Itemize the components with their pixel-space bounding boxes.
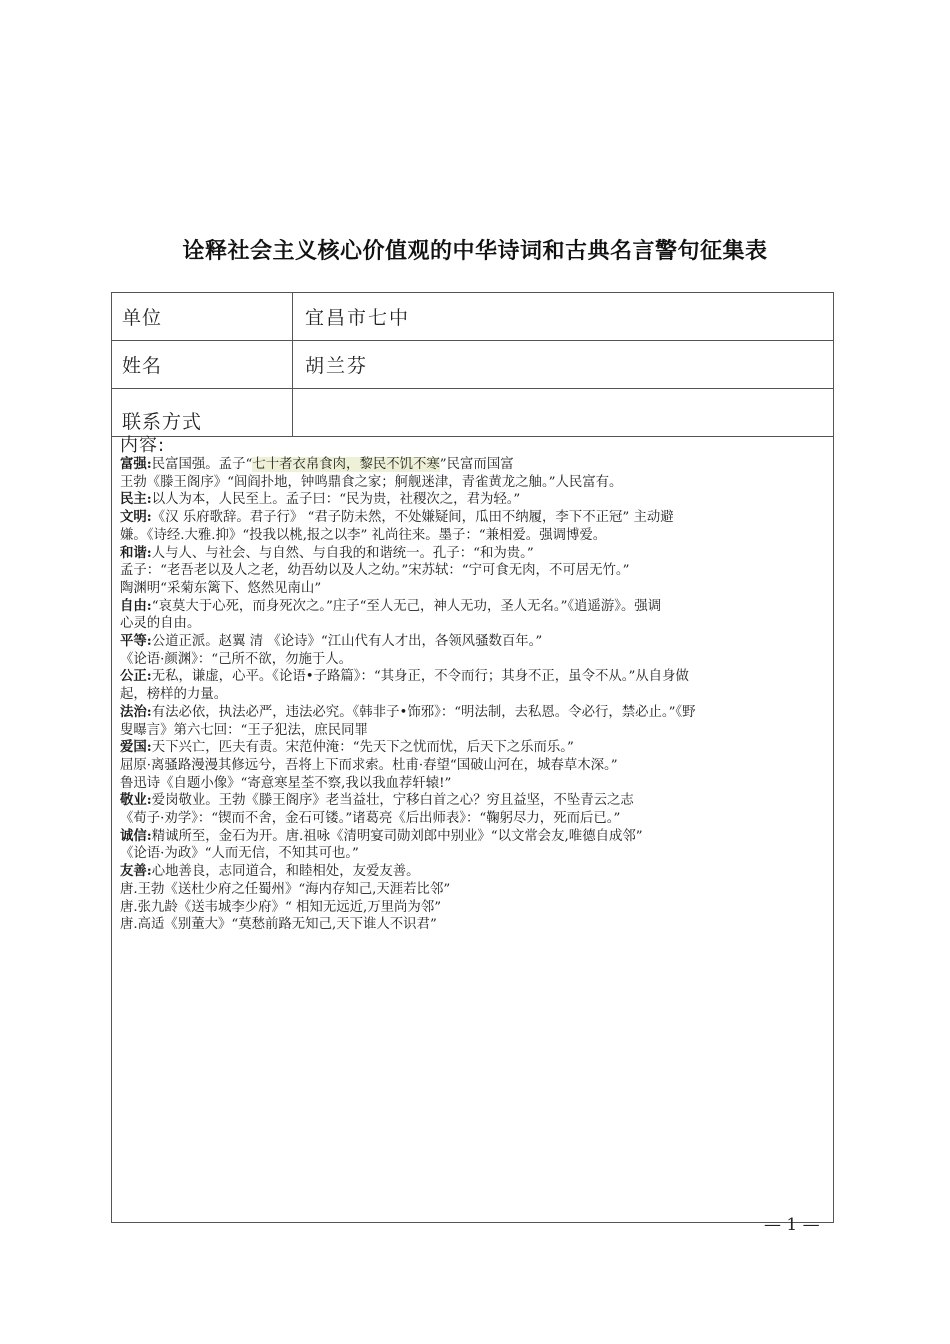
- line-text: 以人为本，人民至上。孟子曰：“民为贵，社稷次之，君为轻。”: [151, 492, 521, 508]
- unit-row: [112, 293, 833, 341]
- content-line: [120, 828, 825, 846]
- content-line: [120, 562, 825, 580]
- line-text: 人与人、与社会、与自然、与自我的和谐统一。孔子：“和为贵。”: [151, 545, 534, 561]
- content-line: [120, 615, 825, 633]
- content-line: [120, 633, 825, 651]
- content-line: [120, 704, 825, 722]
- name-value: 胡兰芬: [305, 355, 369, 377]
- unit-value: 宜昌市七中: [305, 307, 411, 329]
- line-text: 唐.张九龄《送韦城李少府》“ 相知无远近,万里尚为邻”: [120, 899, 442, 915]
- content-line: [120, 863, 825, 881]
- line-text: 心灵的自由。: [120, 616, 201, 632]
- line-text: 唐.高适《别董大》“莫愁前路无知己,天下谁人不识君”: [120, 917, 437, 933]
- line-text: 《论语·颜渊》：“己所不欲，勿施于人。: [120, 651, 353, 667]
- line-text: 鲁迅诗《自题小像》“寄意寒星荃不察,我以我血荐轩辕!”: [120, 775, 452, 791]
- value-keyword: 法治:: [120, 703, 152, 720]
- line-text: 孟子：“老吾老以及人之老，幼吾幼以及人之幼。”宋苏轼：“宁可食无肉，不可居无竹。”: [120, 563, 630, 579]
- line-text: 心地善良，志同道合，和睦相处，友爱友善。: [151, 864, 420, 880]
- line-text: 屈原·离骚路漫漫其修远兮，吾将上下而求索。杜甫·春望“国破山河在，城春草木深。”: [120, 757, 618, 773]
- collection-form-table: [111, 292, 834, 1223]
- line-text: 叟曝言》第六七回：“王子犯法，庶民同罪: [120, 722, 368, 738]
- line-text: 嫌。《诗经.大雅.抑》“投我以桃,报之以李” 礼尚往来。墨子：“兼相爱。强调博爱。: [120, 527, 607, 543]
- line-text: 王勃《滕王阁序》“闾阎扑地，钟鸣鼎食之家；舸舰迷津，青雀黄龙之舳。”人民富有。: [120, 474, 623, 490]
- content-label: 内容:: [120, 435, 166, 456]
- line-text: “哀莫大于心死，而身死次之。”庄子“至人无己，神人无功，圣人无名。”《逍遥游》。强调: [151, 598, 662, 614]
- line-text: 陶渊明“采菊东篱下、悠然见南山”: [120, 580, 322, 596]
- name-label: 姓名: [112, 341, 293, 388]
- content-line: [120, 916, 825, 934]
- line-text: 民富国强。孟子“: [151, 457, 253, 472]
- value-keyword: 富强:: [120, 456, 152, 472]
- contact-row: [112, 389, 833, 437]
- content-line: [120, 545, 825, 563]
- value-keyword: 和谐:: [120, 544, 152, 561]
- name-row: [112, 341, 833, 389]
- value-keyword: 爱国:: [120, 739, 152, 756]
- value-keyword: 诚信:: [120, 827, 152, 844]
- content-line: [120, 527, 825, 545]
- content-cell: [112, 437, 833, 934]
- content-line: [120, 580, 825, 598]
- line-text: 《论语·为政》“人而无信，不知其可也。”: [120, 846, 359, 862]
- unit-label: 单位: [112, 293, 293, 340]
- line-text: 唐.王勃《送杜少府之任蜀州》“海内存知己,天涯若比邻”: [120, 881, 451, 897]
- content-line: [120, 598, 825, 616]
- line-text-after: ”民富而国富: [439, 457, 514, 472]
- line-text: 无私，谦虚，心平。《论语•子路篇》：“其身正，不令而行；其身不正，虽令不从。”从自身做: [151, 669, 689, 685]
- contact-value: [293, 389, 833, 438]
- content-line: [120, 491, 825, 509]
- content-line: [120, 474, 825, 492]
- value-keyword: 平等:: [120, 633, 152, 650]
- value-keyword: 公正:: [120, 668, 152, 685]
- content-line: [120, 509, 825, 527]
- content-line: [120, 899, 825, 917]
- page-number: — 1 —: [764, 1215, 820, 1235]
- value-keyword: 自由:: [120, 597, 152, 614]
- content-line: [120, 881, 825, 899]
- line-text: 《汉 乐府歌辞。君子行》 “君子防未然，不处嫌疑间，瓜田不纳履，李下不正冠” 主动避: [151, 510, 674, 526]
- line-text: 天下兴亡，匹夫有责。宋范仲淹：“先天下之忧而忧，后天下之乐而乐。”: [151, 740, 574, 756]
- value-keyword: 民主:: [120, 491, 152, 508]
- value-keyword: 敬业:: [120, 792, 152, 809]
- line-text: 爱岗敬业。王勃《滕王阁序》老当益壮，宁移白首之心？穷且益坚，不坠青云之志: [151, 793, 634, 809]
- value-keyword: 友善:: [120, 863, 152, 880]
- content-line: [120, 739, 825, 757]
- value-keyword: 文明:: [120, 509, 152, 526]
- line-text: 起，榜样的力量。: [120, 687, 228, 703]
- line-text: 公道正派。赵翼 清 《论诗》“江山代有人才出，各领风骚数百年。”: [151, 634, 543, 650]
- content-line: [120, 845, 825, 863]
- content-lines: [120, 456, 825, 934]
- line-text: 有法必依，执法必严，违法必究。《韩非子•饰邪》：“明法制，去私恩。令必行，禁必止。”《野: [151, 704, 696, 720]
- content-line: [120, 757, 825, 775]
- line-text: 精诚所至，金石为开。唐.祖咏《清明宴司勋刘郎中别业》“以文常会友,唯德自成邻”: [151, 828, 643, 844]
- content-line: [120, 686, 825, 704]
- contact-label: 联系方式: [112, 389, 293, 436]
- content-line: [120, 456, 825, 474]
- content-line: [120, 651, 825, 669]
- highlighted-text: 七十者衣帛食肉，黎民不饥不寒: [252, 457, 440, 472]
- content-line: [120, 668, 825, 686]
- content-line: [120, 722, 825, 740]
- content-line: [120, 810, 825, 828]
- page-title: 诠释社会主义核心价值观的中华诗词和古典名言警句征集表: [182, 238, 768, 264]
- content-line: [120, 792, 825, 810]
- content-line: [120, 775, 825, 793]
- line-text: 《荀子·劝学》：“锲而不舍，金石可镂。”诸葛亮《后出师表》：“鞠躬尽力，死而后已。”: [120, 811, 621, 827]
